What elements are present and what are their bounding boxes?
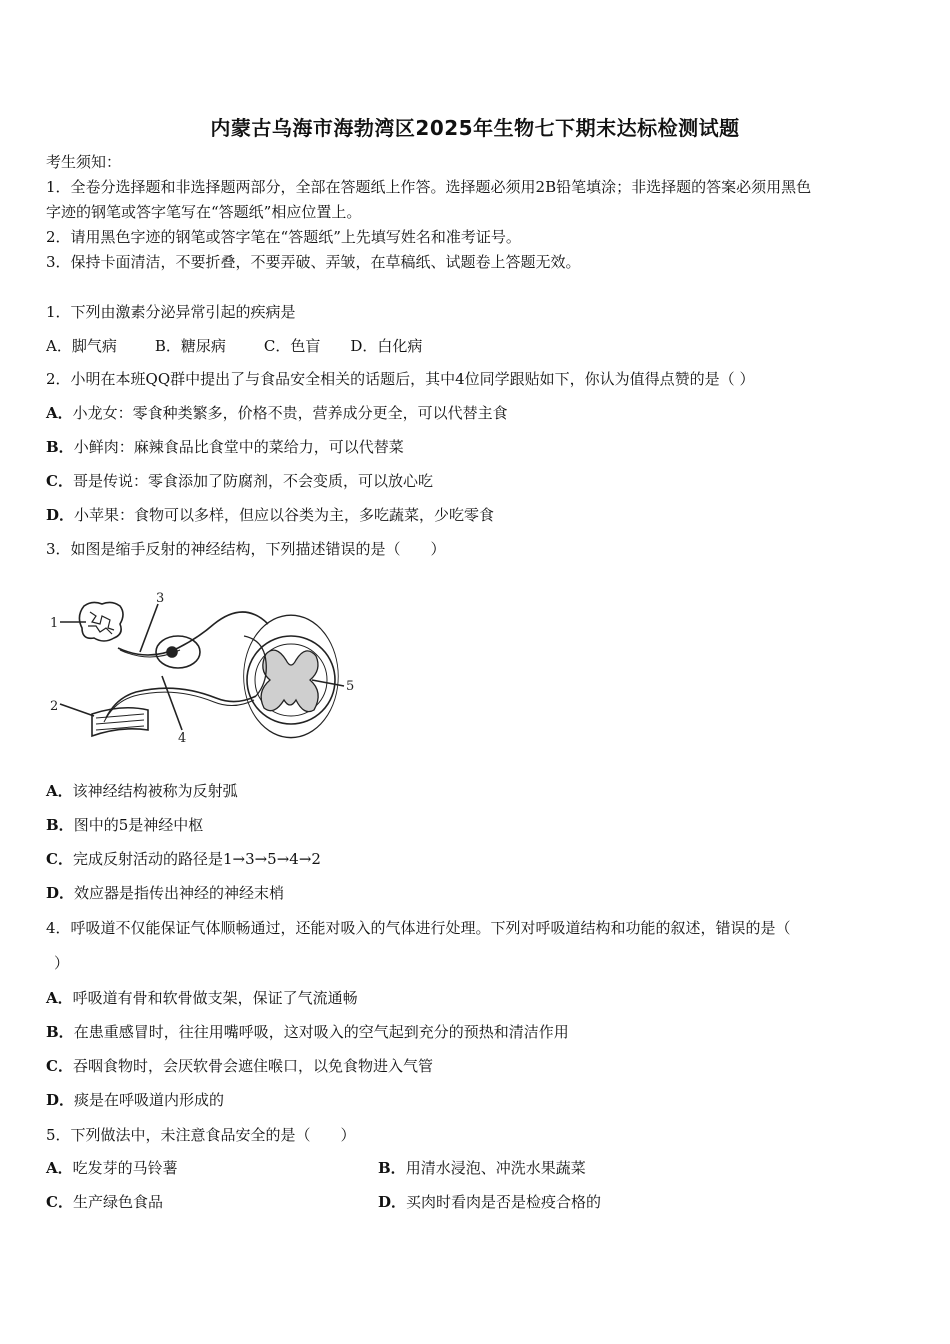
option-d: D．白化病 [350,337,423,355]
option-text: 用清水浸泡、冲洗水果蔬菜 [405,1159,586,1177]
question-4-option [46,988,358,1008]
option-text: 呼吸道有骨和软骨做支架，保证了气流通畅 [72,989,358,1007]
option-letter: B． [46,1023,74,1041]
reflex-arc-diagram [44,590,364,750]
question-4-stem: 4．呼吸道不仅能保证气体顺畅通过，还能对吸入的气体进行处理。下列对呼吸道结构和功能的叙述，错误的是（ [46,919,791,937]
option-text: 完成反射活动的路径是1→3→5→4→2 [72,850,321,868]
label-4: 4 [178,731,187,746]
notice-item: 2．请用黑色字迹的钢笔或答字笔在“答题纸”上先填写姓名和准考证号。 [46,228,521,246]
page-title: 内蒙古乌海市海勃湾区2025年生物七下期末达标检测试题 [210,116,740,140]
question-3-option [46,883,284,903]
option-c: C．色盲 [263,337,321,355]
option-text: 痰是在呼吸道内形成的 [74,1091,225,1109]
option-text: 买肉时看肉是否是检疫合格的 [406,1193,602,1211]
motor-nerve [106,688,256,718]
question-4-option [46,1090,224,1110]
option-text: 效应器是指传出神经的神经末梢 [74,884,285,902]
label-1: 1 [50,616,59,631]
label-2: 2 [50,699,59,714]
option-a: A．脚气病 [46,337,117,355]
question-3-option [46,849,321,869]
question-5-option [46,1192,163,1212]
option-text: 图中的5是神经中枢 [73,816,204,834]
option-letter: D． [46,1091,75,1109]
question-1-options [46,336,460,356]
option-letter: A． [46,404,73,422]
option-letter: A． [46,989,73,1007]
option-b: B．糖尿病 [154,337,226,355]
option-letter: C． [46,472,73,490]
option-letter: C． [46,1193,73,1211]
notice-heading: 考生须知： [46,153,122,171]
ganglion [156,636,200,668]
question-2-option [46,403,508,423]
question-5-option [378,1192,601,1212]
question-4-option [46,1022,569,1042]
option-text: 该神经结构被称为反射弧 [72,782,238,800]
option-letter: B． [46,816,74,834]
question-5-option [46,1158,178,1178]
option-letter: A． [46,782,73,800]
option-letter: A． [46,1159,73,1177]
option-text: 吞咽食物时，会厌软骨会遮住喉口，以免食物进入气管 [72,1057,433,1075]
option-text: 小苹果：食物可以多样，但应以谷类为主，多吃蔬菜，少吃零食 [74,506,495,524]
question-5-stem: 5．下列做法中，未注意食品安全的是（ ） [46,1126,356,1144]
option-letter: C． [46,850,73,868]
option-text: 生产绿色食品 [72,1193,163,1211]
option-letter: D． [46,506,75,524]
question-4-option [46,1056,433,1076]
option-text: 小鲜肉：麻辣食品比食堂中的菜给力，可以代替菜 [73,438,404,456]
option-letter: D． [46,884,75,902]
question-2-option [46,437,404,457]
question-2-option [46,471,433,491]
question-3-option [46,781,238,801]
label-3: 3 [156,591,165,606]
question-4-stem-cont: ） [54,954,70,972]
option-text: 在患重感冒时，往往用嘴呼吸，这对吸入的空气起到充分的预热和清洁作用 [73,1023,569,1041]
option-text: 吃发芽的马铃薯 [72,1159,178,1177]
question-3-stem: 3．如图是缩手反射的神经结构，下列描述错误的是（ ） [46,540,446,558]
question-2-option [46,505,494,525]
option-text: 哥是传说：零食添加了防腐剂，不会变质，可以放心吃 [72,472,433,490]
option-text: 小龙女：零食种类繁多，价格不贵，营养成分更全，可以代替主食 [72,404,508,422]
option-letter: C． [46,1057,73,1075]
notice-item: 1．全卷分选择题和非选择题两部分，全部在答题纸上作答。选择题必须用2B铅笔填涂；非选择题的答案必须用黑色 [46,178,812,196]
option-letter: B． [378,1159,406,1177]
question-2-stem: 2．小明在本班QQ群中提出了与食品安全相关的话题后，其中4位同学跟贴如下，你认为值得点赞的是（ ） [46,370,755,388]
question-1-stem: 1．下列由激素分泌异常引起的疾病是 [46,303,296,321]
notice-item: 字迹的钢笔或答字笔写在“答题纸”相应位置上。 [46,203,362,221]
notice-item: 3．保持卡面清洁，不要折叠，不要弄破、弄皱，在草稿纸、试题卷上答题无效。 [46,253,581,271]
option-letter: B． [46,438,74,456]
option-letter: D． [378,1193,407,1211]
question-5-option [378,1158,586,1178]
grey-matter [261,650,318,711]
label-5: 5 [346,679,355,694]
question-3-option [46,815,203,835]
